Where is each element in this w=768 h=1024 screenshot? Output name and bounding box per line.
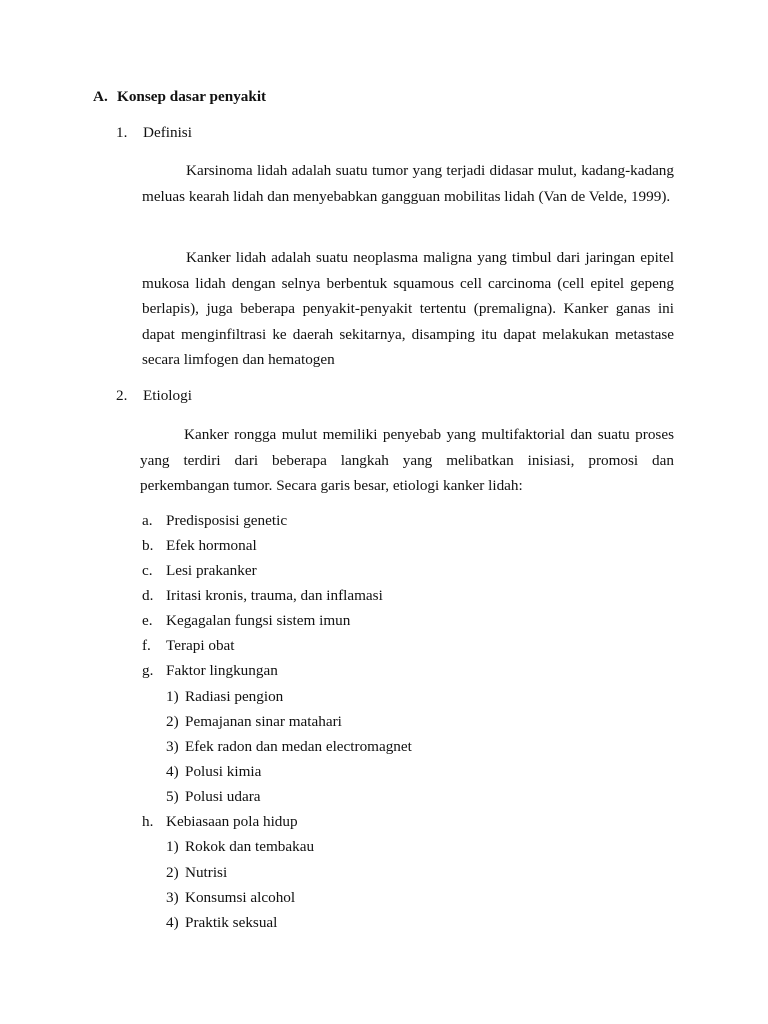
list-marker: a. — [142, 512, 153, 529]
etiologi-heading: Etiologi — [143, 387, 192, 404]
definisi-marker: 1. — [116, 124, 128, 141]
list-text: Terapi obat — [166, 637, 235, 654]
list-marker: 4) — [166, 914, 179, 931]
list-marker: 4) — [166, 763, 179, 780]
definisi-paragraph-1: Karsinoma lidah adalah suatu tumor yang terjadi didasar mulut, kadang-kadang meluas kearah lidah dan menyebabkan gangguan mobilitas lidah (Van de Velde, 1999). — [142, 162, 674, 205]
list-marker: 3) — [166, 889, 179, 906]
list-marker: b. — [142, 537, 154, 554]
list-marker: f. — [142, 637, 151, 654]
list-text: Predisposisi genetic — [166, 512, 288, 529]
etiologi-marker: 2. — [116, 387, 128, 404]
list-marker: g. — [142, 662, 154, 679]
section-marker: A. — [93, 88, 108, 105]
list-marker: 1) — [166, 688, 179, 705]
list-marker: 1) — [166, 838, 179, 855]
definisi-heading: Definisi — [143, 124, 192, 141]
list-marker: 3) — [166, 738, 179, 755]
list-marker: d. — [142, 587, 154, 604]
section-title: Konsep dasar penyakit — [117, 88, 267, 105]
list-marker: h. — [142, 813, 154, 830]
list-marker: e. — [142, 612, 153, 629]
list-text: Nutrisi — [185, 864, 228, 881]
list-text: Lesi prakanker — [166, 562, 257, 579]
list-text: Kegagalan fungsi sistem imun — [166, 612, 351, 629]
list-text: Rokok dan tembakau — [185, 838, 315, 855]
list-text: Faktor lingkungan — [166, 662, 278, 679]
list-marker: 2) — [166, 713, 179, 730]
list-text: Praktik seksual — [185, 914, 278, 931]
list-marker: 2) — [166, 864, 179, 881]
list-text: Polusi udara — [185, 788, 261, 805]
list-marker: c. — [142, 562, 153, 579]
list-marker: 5) — [166, 788, 179, 805]
list-text: Konsumsi alcohol — [185, 889, 296, 906]
list-text: Pemajanan sinar matahari — [185, 713, 342, 730]
etiologi-paragraph: Kanker rongga mulut memiliki penyebab yang multifaktorial dan suatu proses yang terdiri dari beberapa langkah yang melibatkan inisiasi, promosi dan perkembangan tumor. Secara garis besar, etiologi kanker lidah: — [140, 426, 674, 494]
list-text: Efek radon dan medan electromagnet — [185, 738, 412, 755]
list-text: Efek hormonal — [166, 537, 257, 554]
list-text: Iritasi kronis, trauma, dan inflamasi — [166, 587, 383, 604]
list-text: Polusi kimia — [185, 763, 262, 780]
list-text: Radiasi pengion — [185, 688, 284, 705]
list-text: Kebiasaan pola hidup — [166, 813, 298, 830]
definisi-paragraph-2: Kanker lidah adalah suatu neoplasma maligna yang timbul dari jaringan epitel mukosa lidah dengan selnya berbentuk squamous cell carcinoma (cell epitel gepeng berlapis), juga beberapa penyakit-penyakit tertentu (premaligna). Kanker ganas ini dapat menginfiltrasi ke daerah sekitarnya, disamping itu dapat melakukan metastase secara limfogen dan hematogen — [142, 249, 674, 368]
